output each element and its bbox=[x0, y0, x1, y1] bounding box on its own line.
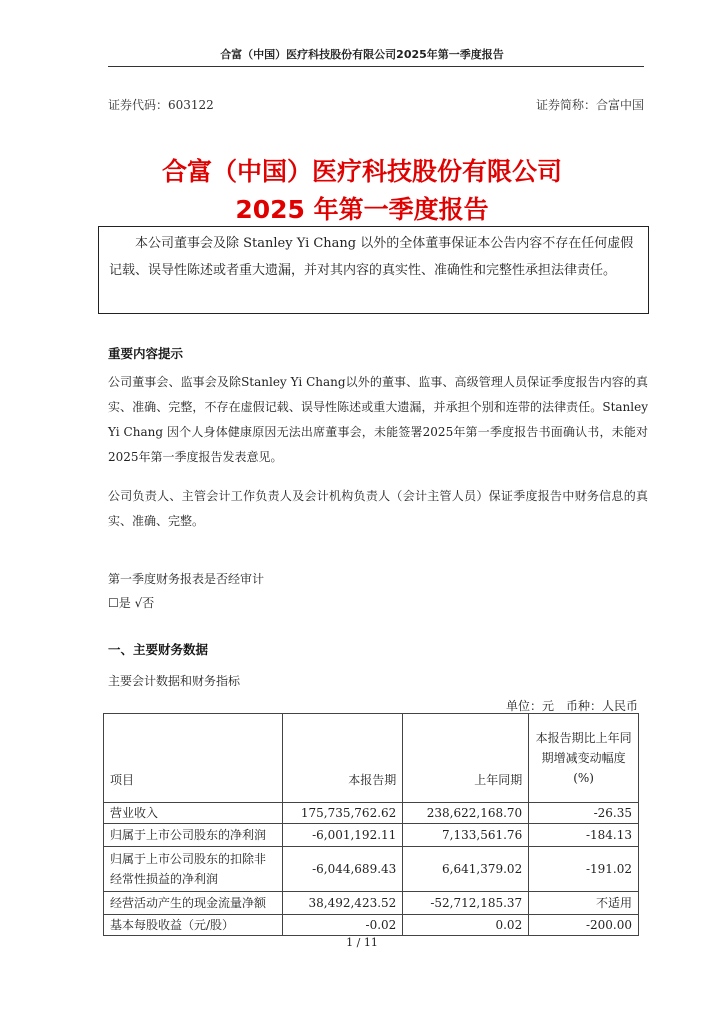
header-rule bbox=[108, 66, 644, 67]
important-paragraph-2: 公司负责人、主管会计工作负责人及会计机构负责人（会计主管人员）保证季度报告中财务信息的真实、准确、完整。 bbox=[108, 489, 648, 528]
table-row bbox=[104, 824, 639, 847]
table-row bbox=[104, 892, 639, 915]
row-item: 营业收入 bbox=[104, 803, 283, 824]
row-item: 经营活动产生的现金流量净额 bbox=[104, 892, 283, 915]
row-change: 不适用 bbox=[529, 892, 639, 915]
row-prior: 6,641,379.02 bbox=[403, 847, 529, 892]
row-current: -0.02 bbox=[283, 915, 403, 936]
section-heading-financial-data: 一、主要财务数据 bbox=[108, 642, 209, 657]
header-current-period: 本报告期 bbox=[283, 714, 403, 803]
row-prior: 7,133,561.76 bbox=[403, 824, 529, 847]
report-title-period: 2025 年第一季度报告 bbox=[235, 195, 489, 224]
audit-answer: ☐是 √否 bbox=[108, 596, 155, 610]
row-item: 归属于上市公司股东的净利润 bbox=[104, 824, 283, 847]
table-row bbox=[104, 803, 639, 824]
row-current: -6,001,192.11 bbox=[283, 824, 403, 847]
row-change: -191.02 bbox=[529, 847, 639, 892]
audit-question: 第一季度财务报表是否经审计 bbox=[108, 572, 265, 586]
row-change: -200.00 bbox=[529, 915, 639, 936]
row-prior: 238,622,168.70 bbox=[403, 803, 529, 824]
header-change-ratio: 本报告期比上年同期增减变动幅度(%) bbox=[529, 714, 639, 803]
stock-code: 证券代码：603122 bbox=[108, 98, 214, 112]
row-current: 175,735,762.62 bbox=[283, 803, 403, 824]
stock-name: 证券简称：合富中国 bbox=[535, 98, 644, 112]
table-header-row bbox=[104, 714, 639, 803]
report-title-company: 合富（中国）医疗科技股份有限公司 bbox=[161, 157, 562, 186]
currency-unit: 单位：元 币种：人民币 bbox=[505, 699, 638, 713]
running-header: 合富（中国）医疗科技股份有限公司2025年第一季度报告 bbox=[220, 48, 504, 61]
row-prior: -52,712,185.37 bbox=[403, 892, 529, 915]
page-number: 1 / 11 bbox=[346, 936, 378, 949]
important-paragraph-1: 公司董事会、监事会及除Stanley Yi Chang以外的董事、监事、高级管理人员保证季度报告内容的真实、准确、完整，不存在虚假记载、误导性陈述或重大遗漏，并承担个别和连带的法律责任。Stanley Yi Chang 因个人身体健康原因无法出席董事会，未能签署2025年第一季度报告书面确认书，未能对2025年第一季度报告发表意见。 bbox=[108, 375, 648, 464]
row-current: 38,492,423.52 bbox=[283, 892, 403, 915]
header-item: 项目 bbox=[104, 714, 283, 803]
header-prior-period: 上年同期 bbox=[403, 714, 529, 803]
row-change: -26.35 bbox=[529, 803, 639, 824]
table-row bbox=[104, 915, 639, 936]
row-prior: 0.02 bbox=[403, 915, 529, 936]
table-row bbox=[104, 847, 639, 892]
financial-indicators-table bbox=[103, 713, 639, 936]
section-subheading: 主要会计数据和财务指标 bbox=[108, 674, 241, 688]
important-heading: 重要内容提示 bbox=[108, 346, 184, 361]
row-change: -184.13 bbox=[529, 824, 639, 847]
row-current: -6,044,689.43 bbox=[283, 847, 403, 892]
row-item: 归属于上市公司股东的扣除非经常性损益的净利润 bbox=[104, 847, 283, 892]
row-item: 基本每股收益（元/股） bbox=[104, 915, 283, 936]
board-notice-box: 本公司董事会及除 Stanley Yi Chang 以外的全体董事保证本公告内容不存在任何虚假记载、误导性陈述或者重大遗漏，并对其内容的真实性、准确性和完整性承担法律责任。 bbox=[98, 226, 649, 314]
